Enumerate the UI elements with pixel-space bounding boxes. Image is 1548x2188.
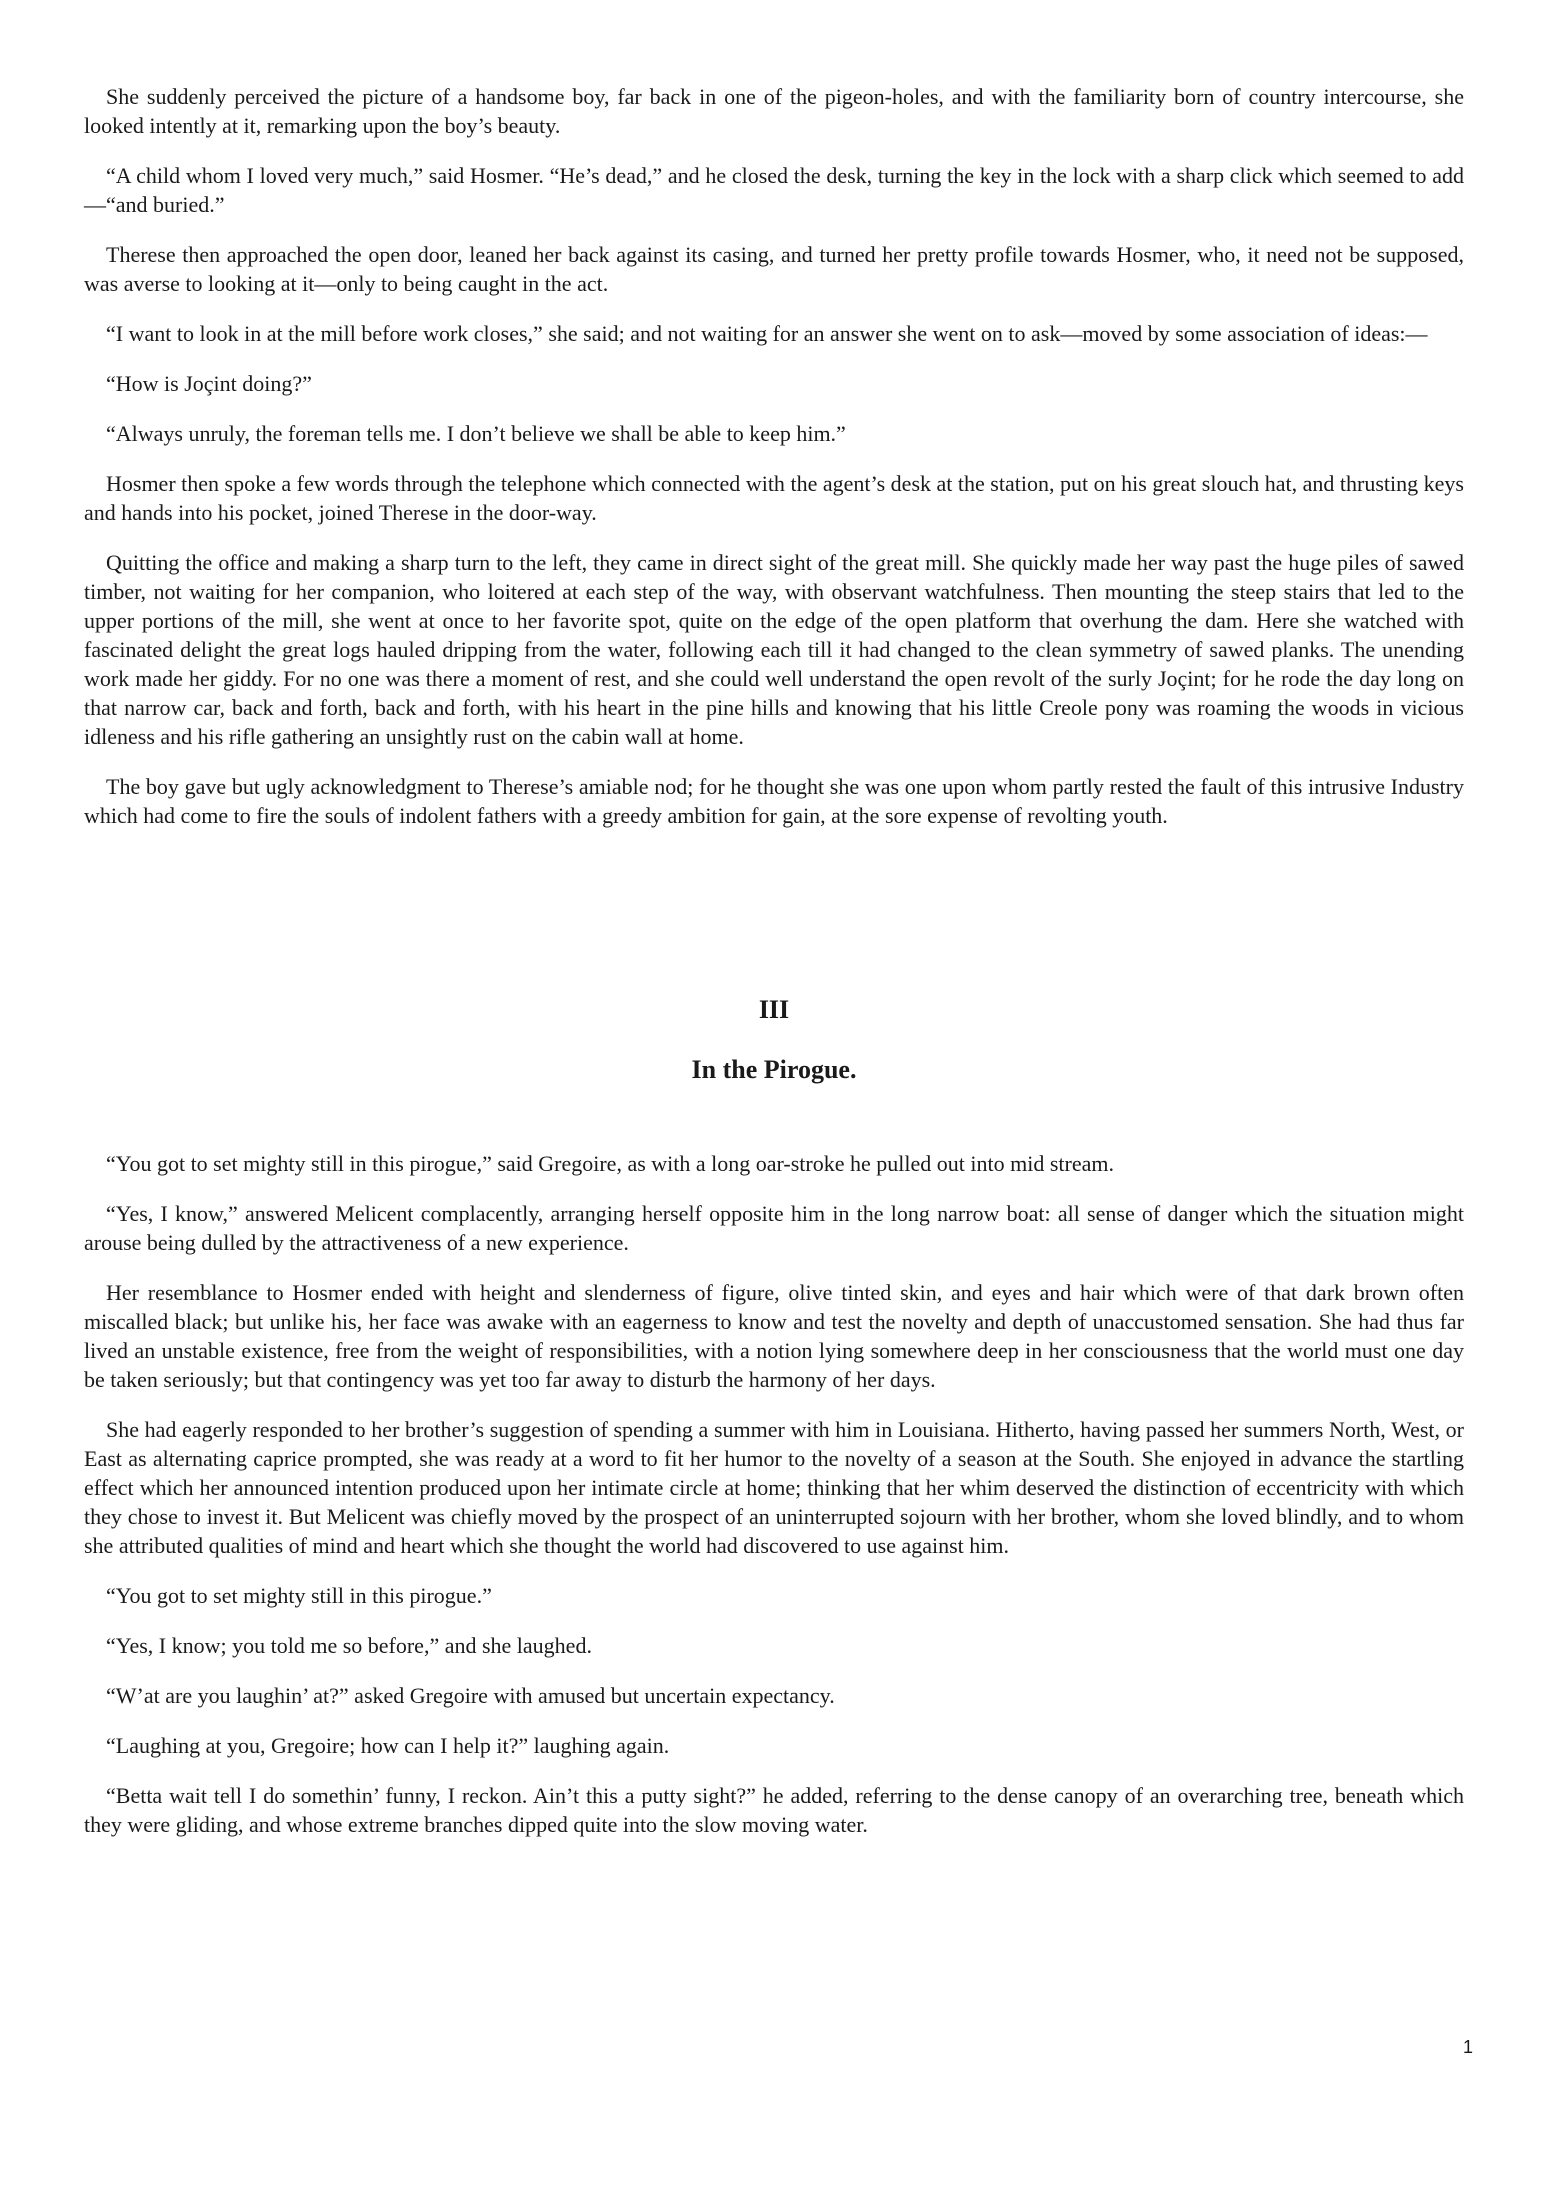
document-page xyxy=(84,82,1464,1860)
paragraph: Hosmer then spoke a few words through the telephone which connected with the agent’s desk at the station, put on his great slouch hat, and thrusting keys and hands into his pocket, joined Therese in the door-way. xyxy=(84,471,1464,525)
paragraph: “You got to set mighty still in this pirogue,” said Gregoire, as with a long oar-stroke he pulled out into mid stream. xyxy=(106,1151,1114,1176)
section-spacer xyxy=(84,1087,1464,1149)
paragraph: “Always unruly, the foreman tells me. I don’t believe we shall be able to keep him.” xyxy=(106,421,846,446)
paragraph: “Yes, I know,” answered Melicent complacently, arranging herself opposite him in the long narrow boat: all sense of danger which the situation might arouse being dulled by the attractiveness of a new experience. xyxy=(84,1201,1464,1255)
paragraph: She had eagerly responded to her brother’s suggestion of spending a summer with him in Louisiana. Hitherto, having passed her summers North, West, or East as alternating caprice prompted, she was ready at a word to fit her humor to the novelty of a season at the South. She enjoyed in advance the startling effect which her announced intention produced upon her intimate circle at home; thinking that her whim deserved the distinction of eccentricity with which they chose to invest it. But Melicent was chiefly moved by the prospect of an uninterrupted sojourn with her brother, whom she loved blindly, and to whom she attributed qualities of mind and heart which she thought the world had discovered to use against him. xyxy=(84,1417,1464,1558)
paragraph: “Betta wait tell I do somethin’ funny, I reckon. Ain’t this a putty sight?” he added, referring to the dense canopy of an overarching tree, beneath which they were gliding, and whose extreme branches dipped quite into the slow moving water. xyxy=(84,1783,1464,1837)
paragraph: “W’at are you laughin’ at?” asked Gregoire with amused but uncertain expectancy. xyxy=(106,1683,835,1708)
paragraph: The boy gave but ugly acknowledgment to Therese’s amiable nod; for he thought she was one upon whom partly rested the fault of this intrusive Industry which had come to fire the souls of indolent fathers with a greedy ambition for gain, at the sore expense of revolting youth. xyxy=(84,774,1464,828)
paragraph: “A child whom I loved very much,” said Hosmer. “He’s dead,” and he closed the desk, turning the key in the lock with a sharp click which seemed to add—“and buried.” xyxy=(84,163,1464,217)
chapter-title: In the Pirogue. xyxy=(691,1055,857,1084)
page-number: 1 xyxy=(1462,2037,1473,2057)
paragraph: “I want to look in at the mill before work closes,” she said; and not waiting for an answer she went on to ask—moved by some association of ideas:— xyxy=(106,321,1428,346)
paragraph: She suddenly perceived the picture of a handsome boy, far back in one of the pigeon-holes, and with the familiarity born of country intercourse, she looked intently at it, remarking upon the boy’s beauty. xyxy=(84,84,1464,138)
paragraph: “How is Joçint doing?” xyxy=(106,371,312,396)
paragraph: Quitting the office and making a sharp turn to the left, they came in direct sight of the great mill. She quickly made her way past the huge piles of sawed timber, not waiting for her companion, who loitered at each step of the way, with observant watchfulness. Then mounting the steep stairs that led to the upper portions of the mill, she went at once to her favorite spot, quite on the edge of the open platform that overhung the dam. Here she watched with fascinated delight the great logs hauled dripping from the water, following each till it had changed to the clean symmetry of sawed planks. The unending work made her giddy. For no one was there a moment of rest, and she could well understand the open revolt of the surly Joçint; for he rode the day long on that narrow car, back and forth, back and forth, with his heart in the pine hills and knowing that his little Creole pony was roaming the woods in vicious idleness and his rifle gathering an unsightly rust on the cabin wall at home. xyxy=(84,550,1464,749)
paragraph: Her resemblance to Hosmer ended with height and slenderness of figure, olive tinted skin, and eyes and hair which were of that dark brown often miscalled black; but unlike his, her face was awake with an eagerness to know and test the novelty and depth of unaccustomed sensation. She had thus far lived an unstable existence, free from the weight of responsibilities, with a notion lying somewhere deep in her consciousness that the world must one day be taken seriously; but that contingency was yet too far away to disturb the harmony of her days. xyxy=(84,1280,1464,1392)
paragraph: “Laughing at you, Gregoire; how can I help it?” laughing again. xyxy=(106,1733,670,1758)
paragraph: “Yes, I know; you told me so before,” and she laughed. xyxy=(106,1633,592,1658)
paragraph: “You got to set mighty still in this pirogue.” xyxy=(106,1583,492,1608)
section-spacer xyxy=(84,851,1464,993)
paragraph: Therese then approached the open door, leaned her back against its casing, and turned her pretty profile towards Hosmer, who, it need not be supposed, was averse to looking at it—only to being caught in the act. xyxy=(84,242,1464,296)
chapter-number: III xyxy=(758,995,790,1024)
